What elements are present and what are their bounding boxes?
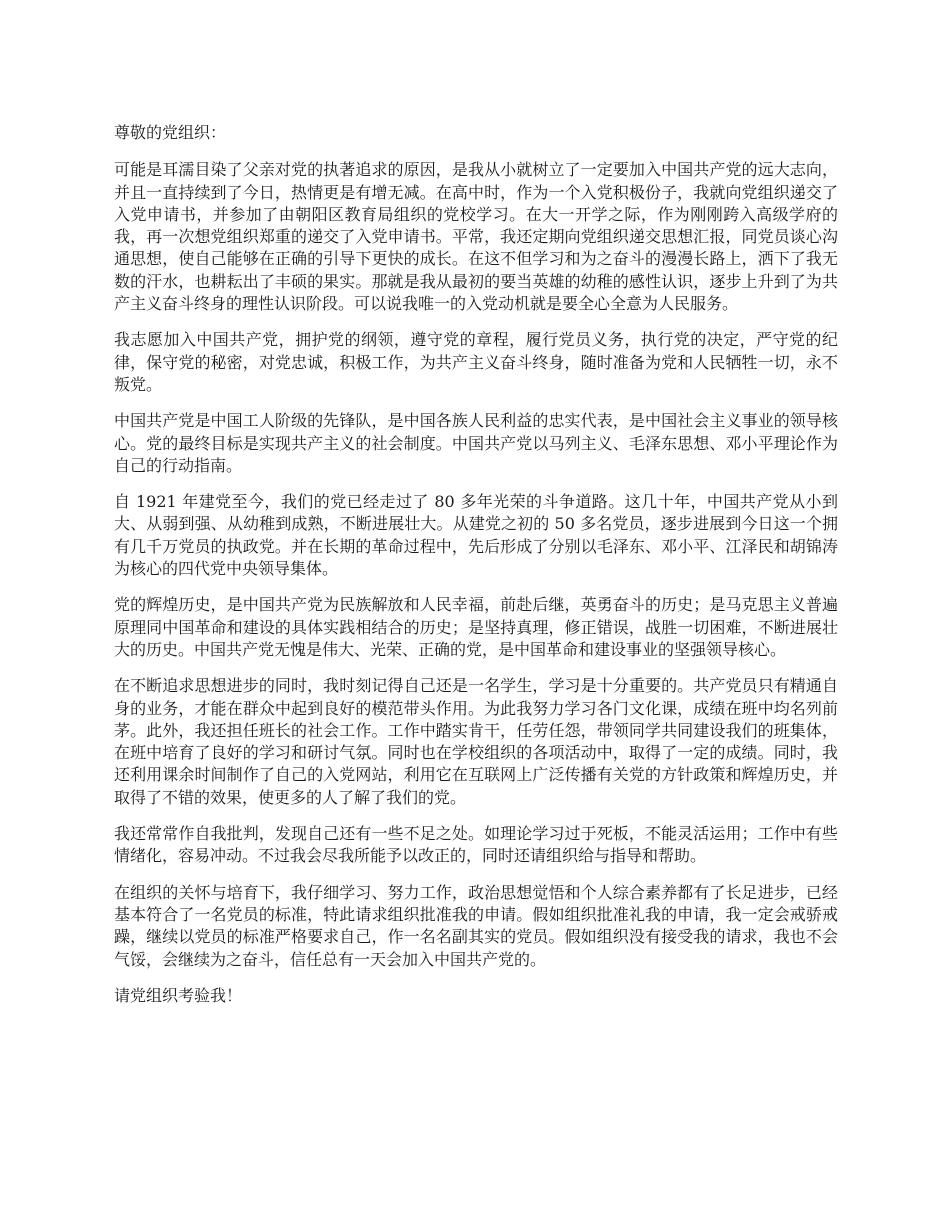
paragraph-motivation: 可能是耳濡目染了父亲对党的执著追求的原因，是我从小就树立了一定要加入中国共产党的远大志向，并且一直持续到了今日，热情更是有增无减。在高中时，作为一个入党积极份子，我就向党组织递交了入党申请书，并参加了由朝阳区教育局组织的党校学习。在大一开学之际，作为刚刚跨入高级学府的我，再一次想党组织郑重的递交了入党申请书。平常，我还定期向党组织递交思想汇报，同党员谈心沟通思想，使自己能够在正确的引导下更快的成长。在这不但学习和为之奋斗的漫漫长路上，洒下了我无数的汗水，也耕耘出了丰硕的果实。那就是我从最初的要当英雄的幼稚的感性认识，逐步上升到了为共产主义奋斗终身的理性认识阶段。可以说我唯一的入党动机就是要全心全意为人民服务。 xyxy=(114,160,838,314)
paragraph-glorious-history: 党的辉煌历史，是中国共产党为民族解放和人民幸福，前赴后继，英勇奋斗的历史；是马克思主义普遍原理同中国革命和建设的具体实践相结合的历史；是坚持真理，修正错误，战胜一切困难，不断进展壮大的历史。中国共产党无愧是伟大、光荣、正确的党，是中国革命和建设事业的坚强领导核心。 xyxy=(114,595,838,659)
paragraph-self-criticism: 我还常常作自我批判，发现自己还有一些不足之处。如理论学习过于死板，不能灵活运用；工作中有些情绪化，容易冲动。不过我会尽我所能予以改正的，同时还请组织给与指导和帮助。 xyxy=(114,824,838,866)
paragraph-party-history: 自 1921 年建党至今，我们的党已经走过了 80 多年光荣的斗争道路。这几十年，中国共产党从小到大、从弱到强、从幼稚到成熟，不断进展壮大。从建党之初的 50 多名党员，逐步进展到今日这一个拥有几千万党员的执政党。并在长期的革命过程中，先后形成了分别以毛泽东、邓小平、江泽民和胡锦涛为核心的四代党中央领导集体。 xyxy=(114,492,838,579)
paragraph-party-definition: 中国共产党是中国工人阶级的先锋队，是中国各族人民利益的忠实代表，是中国社会主义事业的领导核心。党的最终目标是实现共产主义的社会制度。中国共产党以马列主义、毛泽东思想、邓小平理论作为自己的行动指南。 xyxy=(114,411,838,475)
paragraph-study-and-work: 在不断追求思想进步的同时，我时刻记得自己还是一名学生，学习是十分重要的。共产党员只有精通自身的业务，才能在群众中起到良好的模范带头作用。为此我努力学习各门文化课，成绩在班中均名列前茅。此外，我还担任班长的社会工作。工作中踏实肯干，任劳任怨，带领同学共同建设我们的班集体，在班中培育了良好的学习和研讨气氛。同时也在学校组织的各项活动中，取得了一定的成绩。同时，我还利用课余时间制作了自己的入党网站，利用它在互联网上广泛传播有关党的方针政策和辉煌历史，并取得了不错的效果，使更多的人了解了我们的党。 xyxy=(114,676,838,807)
salutation: 尊敬的党组织： xyxy=(114,123,227,142)
closing-line: 请党组织考验我！ xyxy=(114,985,243,1005)
letter-body xyxy=(114,122,838,1021)
paragraph-request: 在组织的关怀与培育下，我仔细学习、努力工作，政治思想觉悟和个人综合素养都有了长足进步，已经基本符合了一名党员的标准，特此请求组织批准我的申请。假如组织批准礼我的申请，我一定会戒骄戒躁，继续以党员的标准严格要求自己，作一名名副其实的党员。假如组织没有接受我的请求，我也不会气馁，会继续为之奋斗，信任总有一天会加入中国共产党的。 xyxy=(114,882,838,969)
paragraph-oath: 我志愿加入中国共产党，拥护党的纲领，遵守党的章程，履行党员义务，执行党的决定，严守党的纪律，保守党的秘密，对党忠诚，积极工作，为共产主义奋斗终身，随时准备为党和人民牺牲一切，永不叛党。 xyxy=(114,330,838,394)
